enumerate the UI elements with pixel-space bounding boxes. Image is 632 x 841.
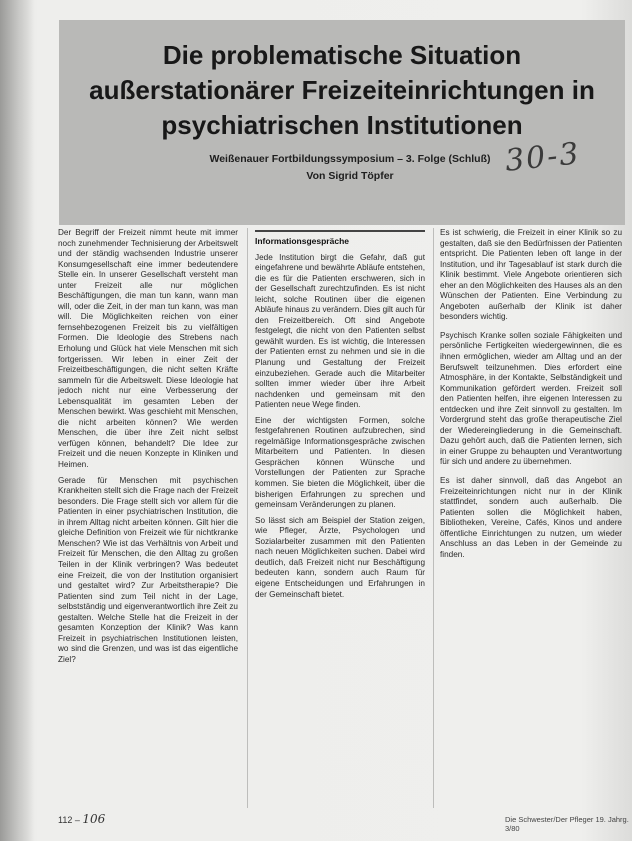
column-divider: [247, 228, 248, 808]
paragraph: Es ist daher sinnvoll, daß das Angebot an Freizeiteinrichtungen nicht nur in der Klinik stattfindet, sondern auch außerhalb. Die Patienten sollen die Möglichkeit haben, Bibliotheken, Vereine, Cafés, Kinos und andere öffentliche Einrichtungen zu nutzen, um wieder Anschluss an das Leben in der Gemeinde zu finden.: [440, 476, 622, 559]
paragraph: Es ist schwierig, die Freizeit in einer Klinik so zu gestalten, daß sie den Bedürfnissen der Patienten entspricht. Die Patienten leben oft lange in der Institution, und ihr Tagesablauf ist stark durch die Klinik bestimmt. Viele Angebote orientieren sich eher an den Möglichkeiten des Hauses als an den Wünschen der Patienten. Eine Verbindung zu Angeboten außerhalb der Klinik ist daher besonders wichtig.: [440, 228, 622, 322]
handwritten-page-number: 106: [82, 812, 106, 826]
section-subheading: Informationsgespräche: [255, 236, 349, 246]
scan-binding-shadow: [0, 0, 34, 841]
journal-footer: Die Schwester/Der Pfleger 19. Jahrg. 3/80: [505, 815, 629, 833]
column-divider: [433, 228, 434, 808]
page-number: 112 –: [58, 815, 80, 825]
paragraph: So lässt sich am Beispiel der Station zeigen, wie Pfleger, Ärzte, Psychologen und Sozialarbeiter zusammen mit den Patienten nach neuen Möglichkeiten suchen. Dabei wird deutlich, daß Freizeit nicht nur Beschäftigung bedeuten kann, sondern auch Raum für eigene Entscheidungen und Erfahrungen in der Gemeinschaft bietet.: [255, 515, 425, 599]
paragraph: Der Begriff der Freizeit nimmt heute mit immer noch zunehmender Technisierung der Arbeitswelt und der ständig wachsenden Industrie unserer Konsumgesellschaft eine immer bedeutendere Stelle ein. In unserer Gesellschaft versteht man unter Freizeit alle nur möglichen Beschäftigungen, die man tun kann, wann man will, oder die Zeit, in der man tun kann, was man will. Die Möglichkeiten reichen von einer fernsehbezogenen Freizeit bis zu vielfältigen Formen. Die Ideologie des Strebens nach Erholung und Glück hat viele Menschen mit sich fortgerissen. Wir leben in einer Zeit der Freizeitbeschäftigungen, die nicht selten Kräfte sammeln für die Arbeitswelt. Diese Ideologie hat jedoch nicht nur eine Verbesserung der Lebensqualität im gesamten Leben der Menschen bewirkt. Was geschieht mit Menschen, die nicht arbeiten können? Wie werden Menschen, die über ihre Zeit nicht selbst verfügen können, behandelt? Die Idee zur Freizeit und die neuen Konzepte in Kliniken und Heimen.: [58, 228, 238, 470]
article-title: Die problematische Situation außerstationärer Freizeiteinrichtungen in psychiatrischen Institutionen: [89, 40, 595, 140]
series-subtitle: Weißenauer Fortbildungssymposium – 3. Folge (Schluß): [209, 153, 491, 165]
author-line: Von Sigrid Töpfer: [306, 170, 394, 182]
paragraph: Psychisch Kranke sollen soziale Fähigkeiten und persönliche Fertigkeiten wiedergewinnen, die es ihnen ermöglichen, wieder am Alltag und an der Berufswelt teilzunehmen. Dies erfordert eine Atmosphäre, in der Kontakte, Selbständigkeit und Kommunikation gefördert werden. Freizeit soll den Patienten helfen, ihre eigenen Interessen zu entdecken und ihre Zeit sinnvoll zu gestalten. Im Vordergrund steht das große therapeutische Ziel der Wiedereingliederung in die Gemeinschaft. Dazu gehört auch, daß die Patienten lernen, sich in einer Gruppe zu behaupten und Verantwortung für sich und andere zu übernehmen.: [440, 330, 622, 467]
text-column-right: [440, 228, 622, 808]
paragraph: Gerade für Menschen mit psychischen Krankheiten stellt sich die Frage nach der Freizeit besonders. Die Frage stellt sich vor allem für die Patienten in einer psychiatrischen Institution, die in ihrem Alltag nicht arbeiten können. Gilt hier die gleiche Definition von Freizeit wie für nichtkranke Menschen? Wie ist das Verhältnis von Arbeit und Freizeit für Menschen, die den Alltag zu großen Teilen in der Klinik verbringen? Was bedeutet eine Freizeit, die von der Institution organisiert und gestaltet wird? Zur Arbeitstherapie? Die Patienten sind zum Teil nicht in der Lage, selbstständig und eigenverantwortlich ihre Zeit zu gestalten. Welche Stelle hat die Freizeit in der gesamten Konzeption der Klinik? Was kann Freizeit in psychiatrischen Institutionen leisten, wo sind die Grenzen, und was ist das eigentliche Ziel?: [58, 475, 238, 664]
paragraph: Jede Institution birgt die Gefahr, daß gut eingefahrene und bewährte Abläufe entstehen, die es für die Patienten erschweren, sich in der Gesellschaft zurechtzufinden. Es ist nicht leicht, solche Routinen über die eigenen Abläufe hinaus zu verändern. Dies gilt auch für den Freizeitbereich. Oft sind Angebote festgelegt, die nicht von den Patienten selbst gewählt wurden. Es ist wichtig, die Interessen der Patienten ernst zu nehmen und sie in die Planung und Gestaltung der Freizeit einzubeziehen. Gerade auch die Mitarbeiter sollten immer wieder über ihre Arbeit nachdenken und gemeinsam mit den Patienten neue Wege finden.: [255, 252, 425, 410]
text-column-middle: [255, 230, 425, 810]
page-footer-left: [58, 812, 105, 826]
paragraph: Eine der wichtigsten Formen, solche festgefahrenen Routinen aufzubrechen, sind regelmäßige Informationsgespräche zwischen Mitarbeitern und Patienten. In diesen Gesprächen können Wünsche und Vorstellungen der Patienten zur Sprache kommen. Sie bieten die Möglichkeit, über die bisherigen Erfahrungen zu sprechen und gemeinsam Veränderungen zu planen.: [255, 415, 425, 510]
column-top-rule: [255, 230, 425, 232]
handwritten-annotation: 30-3: [503, 136, 583, 179]
text-column-left: [58, 228, 238, 808]
